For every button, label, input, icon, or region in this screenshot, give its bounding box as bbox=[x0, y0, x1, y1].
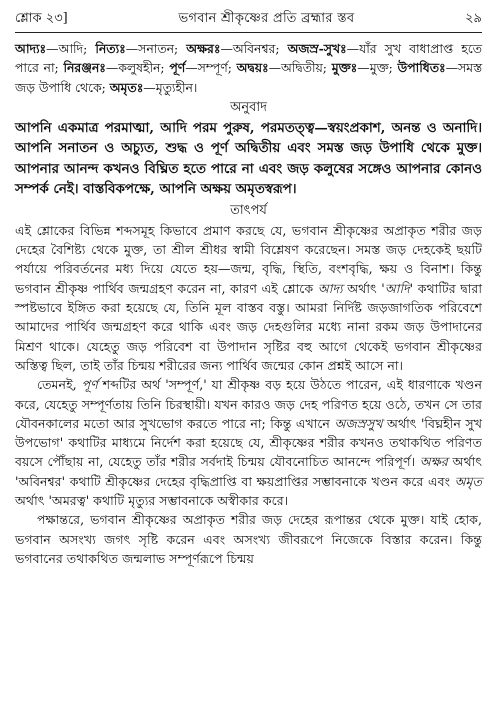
synonym-entry: পূর্ণ—সম্পূর্ণ; bbox=[169, 60, 232, 76]
sanskrit-term: অমৃত bbox=[454, 473, 482, 489]
sanskrit-term: আদ্য bbox=[317, 280, 343, 296]
sanskrit-term: 'আদি' bbox=[381, 280, 414, 296]
purport-heading: তাৎপর্য bbox=[230, 202, 267, 218]
purport-paragraph: এই শ্লোকের বিভিন্ন শব্দসমূহ কিভাবে প্রমাণ করছে যে, ভগবান শ্রীকৃষ্ণের অপ্রাকৃত শরীর জড় দেহের বৈশিষ্ট্য থেকে মুক্ত, তা শ্রীল শ্রীধর স্বামী বিশ্লেষণ করেছেন। সমস্ত জড় দেহকেই ছয়টি পর্যায়ে পরিবর্তনের মধ্য দিয়ে যেতে হয়—জন্ম, বৃদ্ধি, স্থিতি, বংশবৃদ্ধি, ক্ষয় ও বিনাশ। কিন্তু ভগবান শ্রীকৃষ্ণ পার্থিব জন্মগ্রহণ করেন না, কারণ এই শ্লোকে আদ্য অর্থাৎ 'আদি' কথাটির দ্বারা স্পষ্টভাবে ইঙ্গিত করা হয়েছে যে, তিনি মূল বাস্তব বস্তু। আমরা নির্দিষ্ট জড়জাগতিক পরিবেশে আমাদের পার্থিব জন্মগ্রহণ করে থাকি এবং জড় দেহগুলির মধ্যে নানা রকম জড় উপাদানের মিশ্রণ থাকে। যেহেতু জড় পরিবেশ বা উপাদান সৃষ্টির বহু আগে থেকেই ভগবান শ্রীকৃষ্ণের অস্তিত্ব ছিল, তাই তাঁর চিন্ময় শরীরের জন্য পার্থিব জন্মের কোন প্রশ্নই আসে না। bbox=[15, 222, 483, 373]
sanskrit-term: অজস্রসুখ bbox=[334, 415, 383, 431]
running-header bbox=[15, 6, 482, 33]
synonym-meaning: অবিনশ্বর; bbox=[232, 41, 280, 56]
synonym-entry: আদ্যঃ—আদি; bbox=[15, 41, 88, 56]
translation-text: আপনি একমাত্র পরমাত্মা, আদি পরম পুরুষ, পরমতত্ত্ব—স্বয়ংপ্রকাশ, অনন্ত ও অনাদি। আপনি সনাতন ও অচ্যুত, শুদ্ধ ও পূর্ণ অদ্বিতীয় এবং সমস্ত জড় উপাধি থেকে মুক্ত। আপনার আনন্দ কখনও বিঘ্নিত হতে পারে না এবং জড় কলুষের সঙ্গেও আপনার কোনও সম্পর্ক নেই। বাস্তবিকপক্ষে, আপনি অক্ষয় অমৃতস্বরূপ। bbox=[15, 119, 482, 198]
synonym-entry: অমৃতঃ—মৃত্যুহীন। bbox=[109, 79, 198, 95]
synonym-entry: নিত্যঃ—সনাতন; bbox=[95, 41, 179, 56]
synonym-meaning: মৃত্যুহীন। bbox=[155, 79, 198, 95]
sanskrit-term: অক্ষর bbox=[419, 454, 448, 470]
synonym-word: অমৃতঃ bbox=[109, 79, 144, 95]
synonyms-block bbox=[15, 39, 482, 97]
synonym-word: উপাধিতঃ bbox=[397, 60, 446, 76]
purport-paragraph: পক্ষান্তরে, ভগবান শ্রীকৃষ্ণের অপ্রাকৃত শরীর জড় দেহের রূপান্তর থেকে মুক্ত। যাই হোক, ভগবান অসংখ্য জগৎ সৃষ্টি করেন এবং অসংখ্য জীবরূপে নিজেকে বিস্তার করেন। কিন্তু ভগবানের তথাকথিত জন্মলাভ সম্পূর্ণরূপে চিন্ময় bbox=[15, 512, 482, 566]
synonym-meaning: মুক্ত; bbox=[369, 60, 393, 76]
verse-reference: শ্লোক ২৩] bbox=[15, 11, 68, 26]
synonym-word: নিরঞ্জনঃ bbox=[63, 60, 106, 76]
chapter-title: ভগবান শ্রীকৃষ্ণের প্রতি ব্রহ্মার স্তব bbox=[178, 11, 355, 26]
page-number: ২৯ bbox=[465, 11, 482, 26]
synonym-word: মুক্তঃ bbox=[331, 60, 358, 76]
synonym-meaning: আদি; bbox=[58, 41, 88, 56]
page-content bbox=[15, 39, 482, 568]
synonym-meaning: যাঁর সুখ বাধাপ্রাপ্ত হতে পারে না; bbox=[15, 41, 482, 76]
synonym-word: অক্ষরঃ bbox=[186, 41, 221, 56]
synonym-word: অজস্র-সুখঃ bbox=[287, 41, 347, 56]
synonym-entry: মুক্তঃ—মুক্ত; bbox=[331, 60, 393, 76]
sanskrit-term: পূর্ণ bbox=[81, 377, 98, 393]
synonym-meaning: অদ্বিতীয়; bbox=[281, 60, 327, 76]
synonym-entry: অক্ষরঃ—অবিনশ্বর; bbox=[186, 41, 280, 56]
synonym-entry: অদ্বয়ঃ—অদ্বিতীয়; bbox=[236, 60, 327, 76]
synonym-entry: অজস্র-সুখঃ—যাঁর সুখ বাধাপ্রাপ্ত হতে পারে না; bbox=[15, 41, 482, 76]
purport-body bbox=[15, 221, 482, 568]
synonym-meaning: সমস্ত জড় উপাধি থেকে; bbox=[15, 60, 482, 95]
synonym-meaning: কলুষহীন; bbox=[118, 60, 165, 76]
synonym-meaning: সম্পূর্ণ; bbox=[197, 60, 232, 76]
synonym-word: আদ্যঃ bbox=[15, 41, 47, 56]
purport-paragraph: তেমনই, পূর্ণ শব্দটির অর্থ 'সম্পূর্ণ,' যা শ্রীকৃষ্ণ বড় হয়ে উঠতে পারেন, এই ধারণাকে খণ্ডন করে, যেহেতু সম্পূর্ণতায় তিনি চিরস্থায়ী। যখন কারও জড় দেহ পরিণত হয়ে ওঠে, তখন সে তার যৌবনকালের মতো আর সুখভোগ করতে পারে না; কিন্তু এখানে অজস্রসুখ অর্থাৎ 'বিঘ্নহীন সুখ উপভোগ' কথাটির মাধ্যমে নির্দেশ করা হয়েছে যে, শ্রীকৃষ্ণের শরীর কখনও তথাকথিত পরিণত বয়সে পৌঁছায় না, যেহেতু তাঁর শরীর সর্বদাই চিন্ময় যৌবনোচিত আনন্দে পরিপূর্ণ। অক্ষর অর্থাৎ 'অবিনশ্বর' কথাটি শ্রীকৃষ্ণের দেহের বৃদ্ধিপ্রাপ্তি বা ক্ষয়প্রাপ্তির সম্ভাবনাকে খণ্ডন করে এবং অমৃত অর্থাৎ 'অমরত্ব' কথাটি মৃত্যুর সম্ভাবনাকে অস্বীকার করে। bbox=[15, 377, 482, 509]
synonym-word: নিত্যঃ bbox=[95, 41, 126, 56]
synonym-entry: উপাধিতঃ—সমস্ত জড় উপাধি থেকে; bbox=[15, 60, 482, 95]
synonym-word: অদ্বয়ঃ bbox=[236, 60, 269, 76]
synonym-word: পূর্ণ bbox=[169, 60, 186, 76]
synonym-meaning: সনাতন; bbox=[138, 41, 179, 56]
translation-heading: অনুবাদ bbox=[230, 99, 267, 115]
synonym-entry: নিরঞ্জনঃ—কলুষহীন; bbox=[63, 60, 165, 76]
